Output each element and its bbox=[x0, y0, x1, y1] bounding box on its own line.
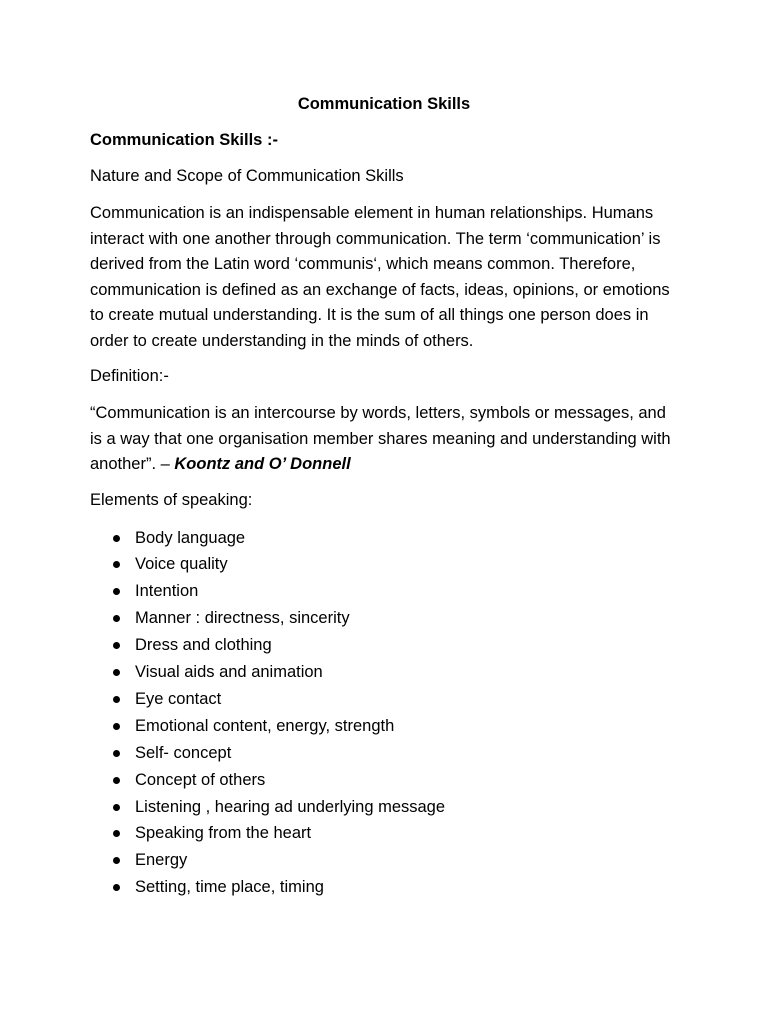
list-item-text: Setting, time place, timing bbox=[135, 878, 324, 897]
bullet-icon bbox=[113, 777, 120, 784]
bullet-icon bbox=[113, 830, 120, 837]
list-item bbox=[90, 659, 678, 686]
document-title: Communication Skills bbox=[297, 95, 471, 113]
list-item-text: Eye contact bbox=[135, 689, 222, 708]
definition-attribution: Koontz and O’ Donnell bbox=[174, 455, 351, 473]
list-item bbox=[90, 874, 678, 901]
list-item-text: Self- concept bbox=[135, 743, 232, 762]
bullet-icon bbox=[113, 642, 120, 649]
list-item bbox=[90, 794, 678, 821]
list-item-text: Visual aids and animation bbox=[135, 663, 323, 682]
bullet-icon bbox=[113, 804, 120, 811]
list-item bbox=[90, 605, 678, 632]
definition-label: Definition:- bbox=[90, 367, 169, 385]
bullet-icon bbox=[113, 884, 120, 891]
intro-paragraph: Communication is an indispensable element in human relationships. Humans interact with one another through communication. The term ‘communication’ is derived from the Latin word ‘communis‘, which means common. Therefore, communication is defined as an exchange of facts, ideas, opinions, or emotions to create mutual understanding. It is the sum of all things one person does in order to create understanding in the minds of others. bbox=[90, 204, 670, 350]
bullet-icon bbox=[113, 857, 120, 864]
list-item-text: Manner : directness, sincerity bbox=[135, 609, 350, 628]
section-heading: Communication Skills :- bbox=[90, 131, 278, 149]
list-item-text: Voice quality bbox=[135, 555, 228, 574]
bullet-icon bbox=[113, 750, 120, 757]
bullet-icon bbox=[113, 588, 120, 595]
list-item-text: Energy bbox=[135, 851, 188, 870]
bullet-icon bbox=[113, 535, 120, 542]
bullet-icon bbox=[113, 696, 120, 703]
definition-quote: “Communication is an intercourse by words, letters, symbols or messages, and is a way that one organisation member shares meaning and understanding with another”. – bbox=[90, 404, 671, 473]
list-item bbox=[90, 847, 678, 874]
list-item bbox=[90, 713, 678, 740]
list-item-text: Concept of others bbox=[135, 770, 266, 789]
list-item bbox=[90, 551, 678, 578]
definition-paragraph bbox=[90, 401, 678, 478]
list-item-text: Dress and clothing bbox=[135, 636, 272, 655]
list-item-text: Emotional content, energy, strength bbox=[135, 716, 395, 735]
bullet-icon bbox=[113, 615, 120, 622]
bullet-icon bbox=[113, 723, 120, 730]
subheading: Nature and Scope of Communication Skills bbox=[90, 167, 404, 185]
list-item bbox=[90, 525, 678, 552]
elements-label: Elements of speaking: bbox=[90, 490, 253, 509]
list-item-text: Intention bbox=[135, 582, 199, 601]
elements-list bbox=[90, 525, 678, 902]
list-item-text: Speaking from the heart bbox=[135, 824, 312, 843]
list-item-text: Listening , hearing ad underlying message bbox=[135, 797, 446, 816]
bullet-icon bbox=[113, 669, 120, 676]
list-item bbox=[90, 740, 678, 767]
list-item bbox=[90, 632, 678, 659]
list-item bbox=[90, 686, 678, 713]
list-item bbox=[90, 820, 678, 847]
list-item-text: Body language bbox=[135, 528, 246, 547]
list-item bbox=[90, 767, 678, 794]
bullet-icon bbox=[113, 561, 120, 568]
list-item bbox=[90, 578, 678, 605]
